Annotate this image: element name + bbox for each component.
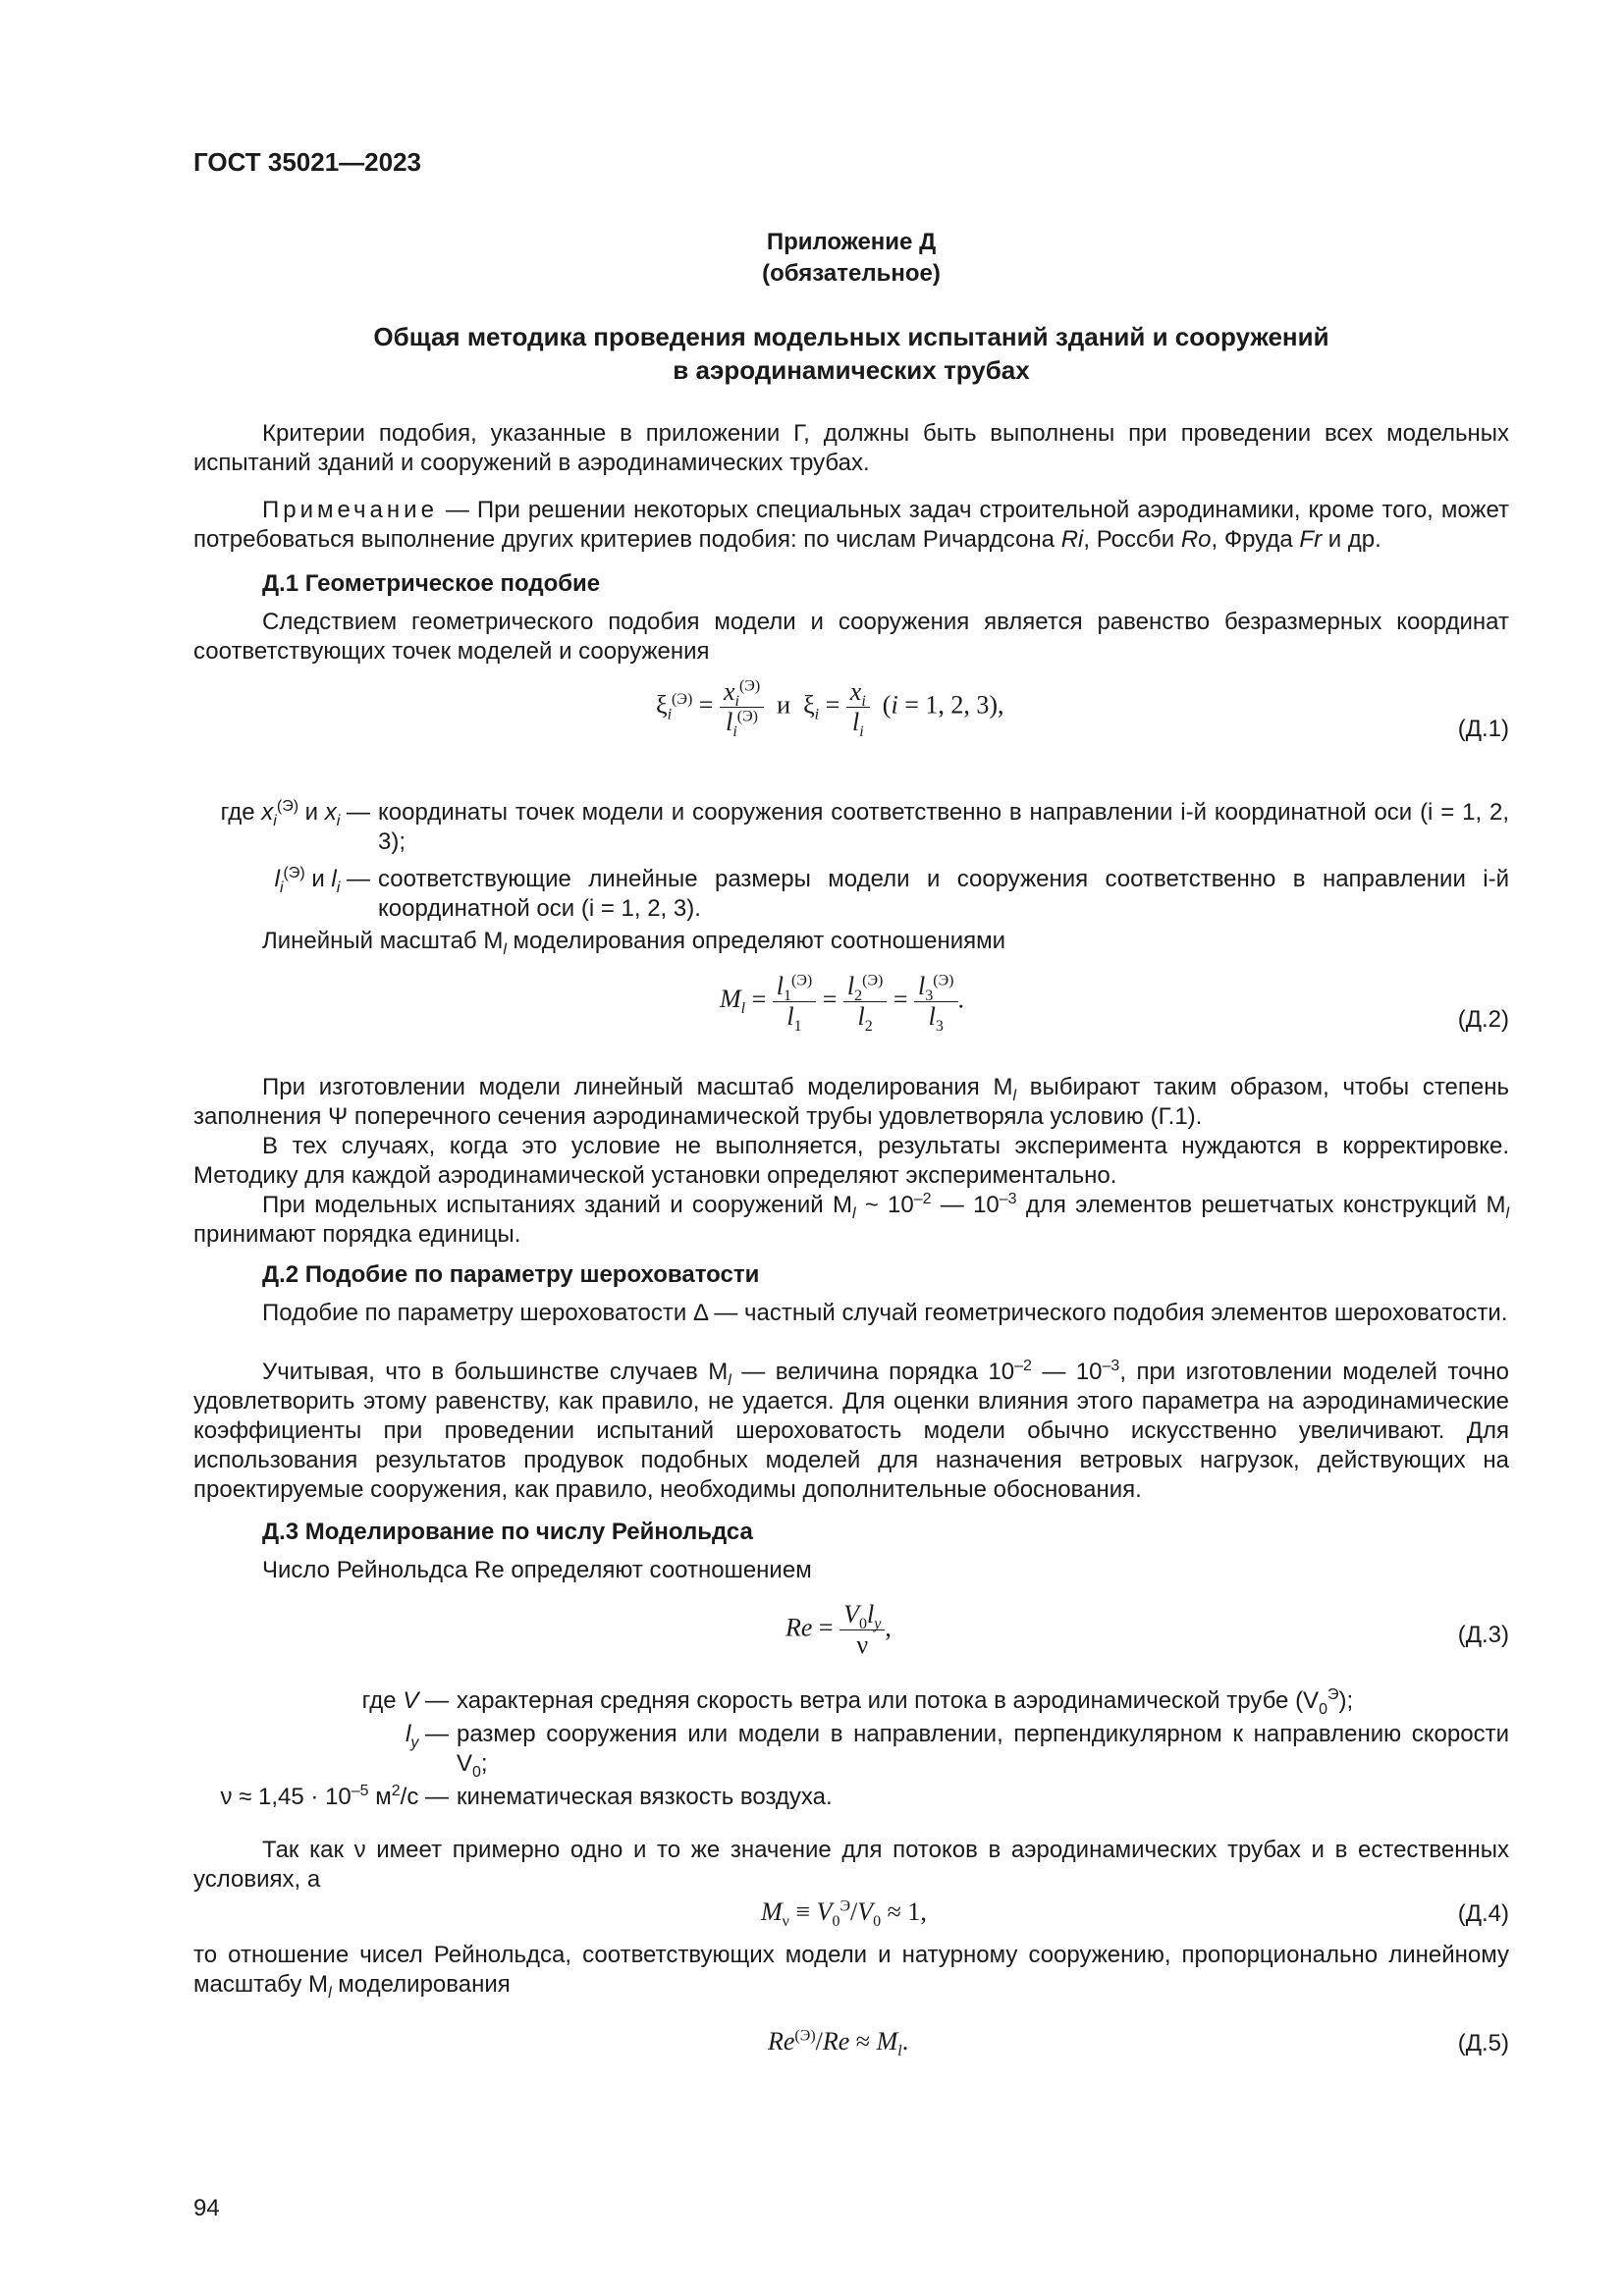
text: ν ≈ 1,45 · 10 — [220, 1784, 352, 1810]
text: моделирования — [331, 1971, 511, 1998]
definition-text: координаты точек модели и сооружения соответственно в направлении i-й координатной оси (i = 1, 2, 3); — [378, 799, 1509, 855]
text: выбирают таким образом, чтобы степень заполнения Ψ поперечного сечения аэродинамической трубы удовлетворяла условию (Г.1). — [193, 1074, 1509, 1130]
page-number: 94 — [193, 2195, 220, 2221]
text: l — [503, 940, 507, 958]
definition-list-d3 — [193, 1686, 1509, 1812]
equation-d1: $\xi_i^{(Э)}$ = $\frac{x_i^{(Э)}}{l_i^{(Э)}}$ и $\xi_i$ = $\frac{x_i}{l_i}$ (i = 1, 2, 3), — [656, 677, 1004, 741]
definition-item — [193, 1783, 1509, 1812]
text: м — [368, 1784, 392, 1810]
definition-item — [193, 1686, 1509, 1716]
section-d3-paragraph-3: то отношение чисел Рейнольдса, соответствующих модели и натурному сооружению, пропорционально линейному масштабу $M_l$ моделирования — [193, 1942, 1509, 2002]
equation-d2: $M_l$ = $\frac{l_1^{(Э)}}{l_1}$ = $\frac{l_2^{(Э)}}{l_2}$ = $\frac{l_3^{(Э)}}{l_3}$ . — [720, 972, 964, 1036]
definition-text: кинематическая вязкость воздуха. — [457, 1784, 833, 1810]
text: — величина порядка 10 — [731, 1359, 1015, 1385]
definition-list-d1 — [193, 798, 1509, 924]
definition-item — [193, 865, 1509, 924]
equation-d3-number: (Д.3) — [1457, 1622, 1509, 1648]
appendix-title: Приложение Д — [766, 229, 937, 255]
main-title-line2: в аэродинамических трубах — [673, 355, 1030, 385]
text: , при изготовлении моделей точно удовлетворить этому равенству, как правило, не удается. Для оценки влияния этого параметра на аэродинамические коэффициенты при проведении испытаний шероховатость модели обычно искусственно увеличивают. Для использования результатов продувок подобных моделей для назначения ветровых нагрузок, действующих на проектируемые сооружения, как правило, необходимы дополнительные обоснования. — [193, 1359, 1510, 1503]
main-title-line1: Общая методика проведения модельных испытаний зданий и сооружений — [373, 322, 1329, 351]
definition-item — [193, 798, 1509, 857]
definition-text: соответствующие линейные размеры модели и сооружения соответственно в направлении i-й координатной оси (i = 1, 2, 3). — [378, 866, 1509, 922]
equation-d4: $M_\nu \equiv V_0^Э/V_0 \approx 1$, — [761, 1897, 927, 1931]
equation-d2-number: (Д.2) — [1457, 1006, 1509, 1033]
section-d1-paragraph-1: Следствием геометрического подобия модели и сооружения является равенство безразмерных координат соответствующих точек моделей и сооружения — [193, 609, 1509, 665]
document-header: ГОСТ 35021—2023 — [193, 147, 421, 177]
equation-d4-number: (Д.4) — [1457, 1900, 1509, 1927]
text: При изготовлении модели линейный масштаб моделирования M — [262, 1074, 1013, 1100]
section-d1-paragraph-3: При изготовлении модели линейный масштаб моделирования $M_l$ выбирают таким образом, чтобы степень заполнения Ψ поперечного сечения аэродинамической трубы удовлетворяла условию (Г.1). — [193, 1074, 1509, 1130]
note-text: , Фруда — [1211, 526, 1300, 553]
section-d1-paragraph-2 — [193, 927, 1509, 956]
text: характерная средняя скорость ветра или потока в аэродинамической трубе (V — [457, 1687, 1320, 1714]
text: Учитывая, что в большинстве случаев M — [262, 1359, 729, 1385]
text: то отношение чисел Рейнольдса, соответствующих модели и натурному сооружению, пропорционально линейному масштабу M — [193, 1942, 1509, 1998]
note-paragraph — [193, 496, 1509, 555]
section-d1-paragraph-5: При модельных испытаниях зданий и сооружений $M_l$ ~ $10^{-2}$ — $10^{-3}$ для элементов решетчатых конструкций $M_l$ принимают порядка единицы. — [193, 1191, 1510, 1248]
note-fr: Fr — [1299, 526, 1323, 553]
definition-term: $l_i^{(Э)}$ и $l_i$ — — [274, 865, 370, 896]
section-d1-heading: Д.1 Геометрическое подобие — [262, 570, 601, 597]
text: — 10 — [1031, 1359, 1103, 1385]
definition-text: размер сооружения или модели в направлении, перпендикулярном к направлению скорости $V_0$; — [457, 1721, 1509, 1781]
section-d2-paragraph-1: Подобие по параметру шероховатости Δ — частный случай геометрического подобия элементов шероховатости. — [262, 1300, 1508, 1326]
note-text: — При решении некоторых специальных задач строительной аэродинамики, кроме того, может потребоваться выполнение других критериев подобия: по числам Ричардсона — [193, 497, 1509, 553]
section-d2-heading: Д.2 Подобие по параметру шероховатости — [262, 1261, 760, 1288]
definition-text: характерная средняя скорость ветра или потока в аэродинамической трубе $(V_0^Э)$; — [457, 1686, 1354, 1718]
note-text: , Россби — [1083, 526, 1181, 553]
note-label: Примечание — [262, 497, 438, 523]
section-d3-heading: Д.3 Моделирование по числу Рейнольдса — [262, 1519, 753, 1545]
equation-d3: Re = $\frac{V_0l_y}{\nu}$ , — [785, 1600, 892, 1659]
note-ro: Ro — [1180, 526, 1212, 553]
equation-d5: $Re^{(Э)}/Re \approx M_l$. — [768, 2027, 909, 2060]
text: принимают порядка единицы. — [193, 1221, 521, 1248]
section-d3-paragraph-2: Так как ν имеет примерно одно и то же значение для потоков в аэродинамических трубах и в естественных условиях, а — [193, 1837, 1509, 1893]
definition-item — [193, 1720, 1509, 1779]
appendix-status: (обязательное) — [762, 260, 941, 287]
text: моделирования определяют соотношениями — [506, 928, 1006, 954]
text: При модельных испытаниях зданий и сооружений M — [262, 1192, 852, 1218]
section-d1-paragraph-4: В тех случаях, когда это условие не выполняется, результаты эксперимента нуждаются в корректировке. Методику для каждой аэродинамической установки определяют экспериментально. — [193, 1133, 1509, 1189]
intro-paragraph: Критерии подобия, указанные в приложении Г, должны быть выполнены при проведении всех модельных испытаний зданий и сооружений в аэродинамических трубах. — [193, 420, 1509, 476]
definition-term: $\nu \approx 1,45 \cdot 10^{-5}$ $м^2/с$ — — [220, 1783, 449, 1810]
text: ~ 10 — [855, 1192, 914, 1218]
section-d3-paragraph-1: Число Рейнольдса Re определяют соотношением — [262, 1557, 812, 1583]
equation-d5-number: (Д.5) — [1457, 2030, 1509, 2056]
equation-d1-number: (Д.1) — [1457, 716, 1509, 742]
text: размер сооружения или модели в направлении, перпендикулярном к направлению скорости V — [457, 1721, 1509, 1777]
note-text: и др. — [1322, 526, 1381, 553]
note-ri: Ri — [1060, 526, 1084, 553]
definition-term: где $x_i^{(Э)}$ и $x_i$ — — [220, 798, 370, 829]
definition-term: $l_y$ — — [405, 1721, 449, 1751]
text: — 10 — [931, 1192, 1000, 1218]
section-d2-paragraph-2: Учитывая, что в большинстве случаев $M_l$ — величина порядка $10^{-2}$ — $10^{-3}$, при изготовлении моделей точно удовлетворить этому равенству, как правило, не удается. Для оценки влияния этого параметра на аэродинамические коэффициенты при проведении испытаний шероховатость модели обычно искусственно увеличивают. Для использования результатов продувок подобных моделей для назначения ветровых нагрузок, действующих на проектируемые сооружения, как правило, необходимы дополнительные обоснования. — [193, 1358, 1510, 1503]
text: Линейный масштаб M — [262, 928, 504, 954]
text: для элементов решетчатых конструкций M — [1016, 1192, 1506, 1218]
definition-term: где V — — [361, 1687, 449, 1714]
